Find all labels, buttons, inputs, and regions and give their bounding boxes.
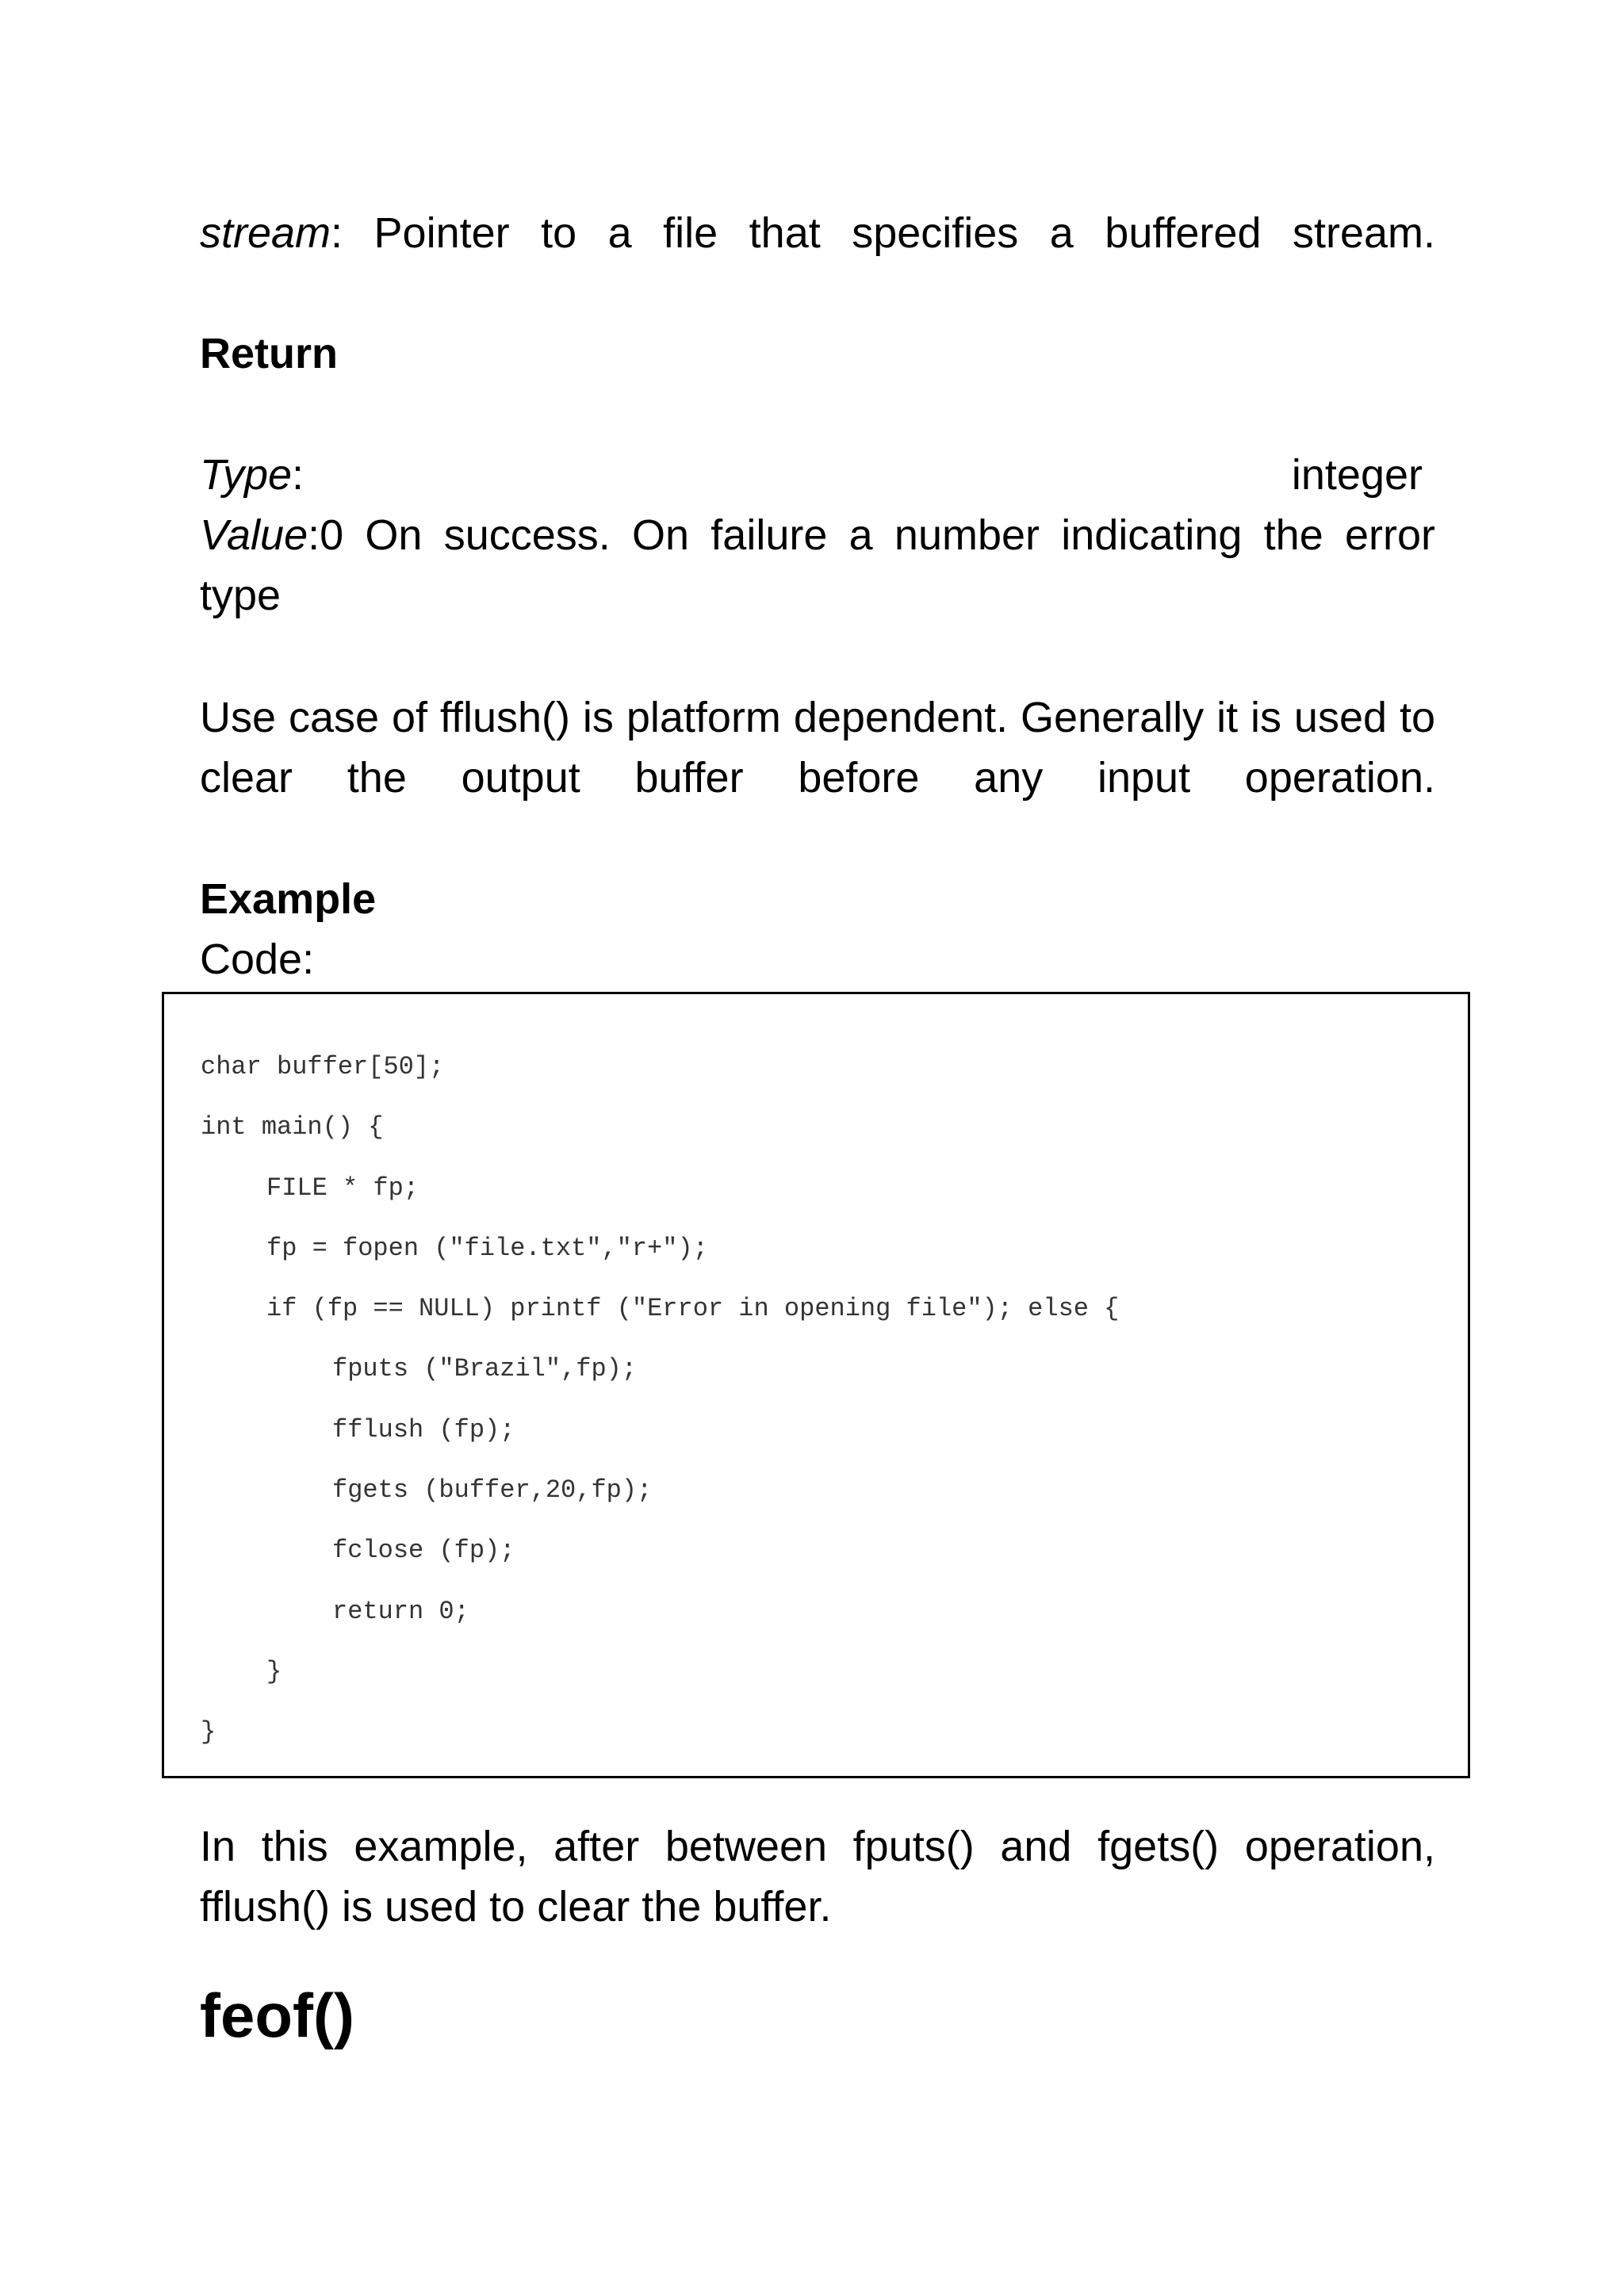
value-line: Value:0 On success. On failure a number indicating the error type [200,511,1435,619]
explanation-section [200,1816,1435,1937]
code-lines [201,1051,1119,1777]
code-line: fgets (buffer,20,fp); [332,1475,653,1506]
type-label: Type [200,451,293,499]
param-line [200,203,1435,263]
value-text: 0 On success. On failure a number indicating the error type [200,511,1435,619]
code-line: fclose (fp); [332,1536,515,1566]
code-line: int main() { [201,1112,384,1142]
code-label: Code: [200,936,315,983]
example-section [200,869,1435,989]
code-line: if (fp == NULL) printf ("Error in opening file"); else { [266,1294,1120,1324]
feof-heading: feof() [200,1980,354,2050]
type-line: Type: integer [200,445,1435,505]
example-heading: Example [200,875,377,923]
code-line: fputs ("Brazil",fp); [332,1354,638,1384]
next-section [200,1976,1435,2055]
code-line: FILE * fp; [266,1173,419,1203]
code-line: } [266,1656,282,1686]
explanation-paragraph: In this example, after between fputs() and fgets() operation, fflush() is used to clear the buffer. [200,1823,1435,1931]
value-label: Value [200,511,308,559]
return-details [200,445,1435,626]
code-line: fp = fopen ("file.txt","r+"); [266,1233,708,1263]
return-section [200,323,1435,384]
param-name: stream [200,209,331,257]
type-value: integer [1291,451,1423,499]
return-heading: Return [200,330,338,377]
code-block [162,992,1470,1778]
code-line: char buffer[50]; [201,1052,445,1081]
code-line: fflush (fp); [332,1414,515,1445]
code-line: return 0; [332,1596,469,1626]
param-text: : Pointer to a file that specifies a buffered stream. [331,209,1435,257]
usecase-section [200,687,1435,808]
code-line: } [201,1717,216,1747]
usecase-paragraph: Use case of fflush() is platform dependent. Generally it is used to clear the output buffer before any input operation. [200,694,1435,802]
param-description [200,203,1435,263]
